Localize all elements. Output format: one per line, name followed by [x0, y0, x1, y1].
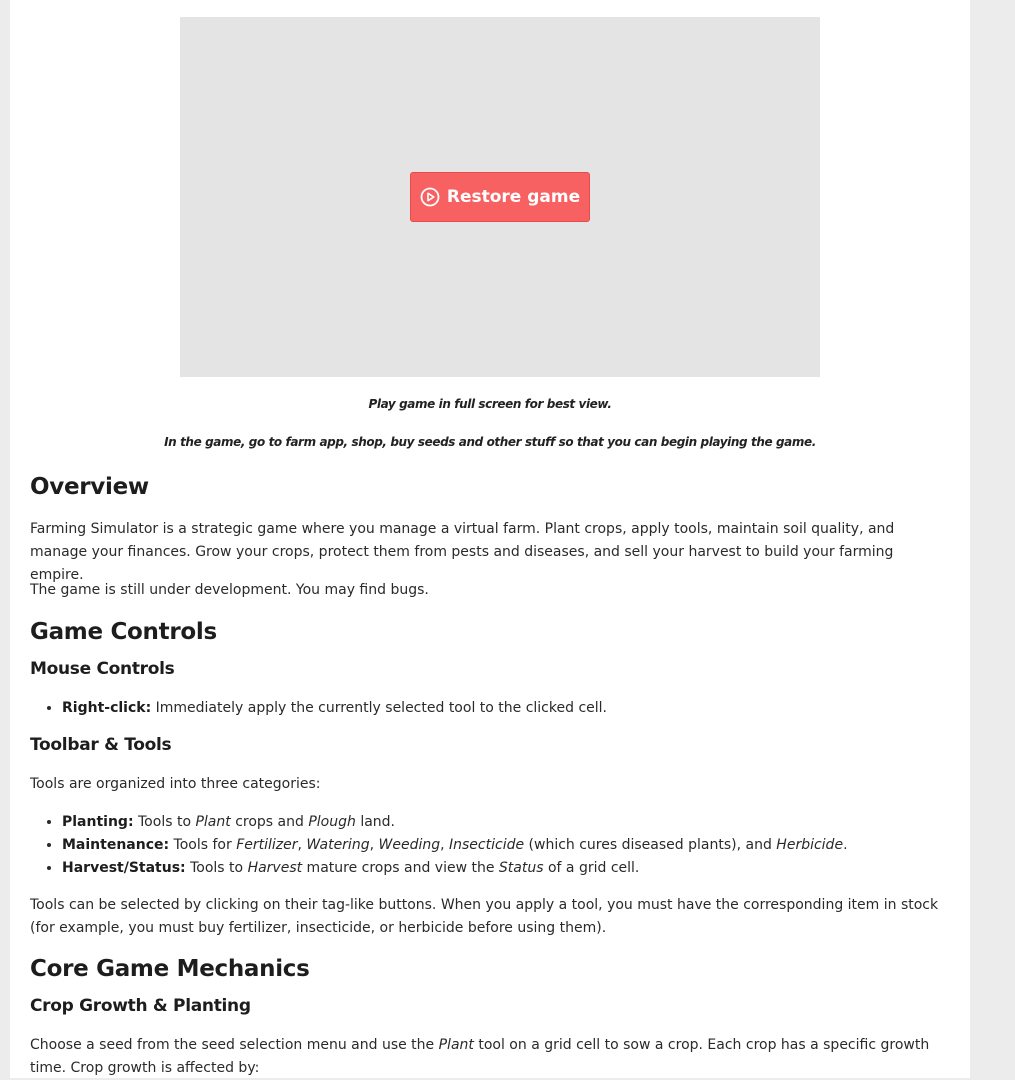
crop-growth-paragraph: Choose a seed from the seed selection menu and use the Plant tool on a grid cell to sow a crop. Each crop has a specific growth time. Crop growth is affected by: [30, 1037, 930, 1076]
restore-game-button[interactable] [410, 172, 590, 222]
list-item: • Maintenance: Tools for Fertilizer, Watering, Weeding, Insecticide (which cures diseased plants), and Herbicide. [62, 834, 950, 857]
overview-heading: Overview [30, 474, 149, 500]
toolbar-tools-heading: Toolbar & Tools [30, 735, 172, 755]
mouse-controls-heading: Mouse Controls [30, 659, 175, 679]
game-controls-heading: Game Controls [30, 619, 217, 645]
instructions-caption: In the game, go to farm app, shop, buy seeds and other stuff so that you can begin playing the game. [164, 435, 816, 449]
tool-categories-list [30, 811, 950, 880]
game-frame[interactable] [180, 17, 820, 377]
crop-growth-heading: Crop Growth & Planting [30, 996, 251, 1016]
restore-game-label: Restore game [446, 187, 581, 207]
core-mechanics-heading: Core Game Mechanics [30, 956, 310, 982]
toolbar-intro: Tools are organized into three categories: [30, 776, 321, 792]
overview-paragraph: Farming Simulator is a strategic game where you manage a virtual farm. Plant crops, apply tools, maintain soil quality, and manage your finances. Grow your crops, protect them from pests and diseases, and sell your harvest to build your farming empire. [30, 521, 895, 583]
development-note: The game is still under development. You may find bugs. [30, 582, 429, 598]
mouse-controls-list [30, 697, 950, 720]
play-circle-icon [420, 187, 440, 207]
list-item: • Right-click: Immediately apply the currently selected tool to the clicked cell. [62, 697, 950, 720]
tools-note: Tools can be selected by clicking on their tag-like buttons. When you apply a tool, you must have the corresponding item in stock (for example, you must buy fertilizer, insecticide, or herbicide before using them). [30, 897, 939, 936]
fullscreen-caption: Play game in full screen for best view. [368, 397, 612, 411]
list-item: • Harvest/Status: Tools to Harvest mature crops and view the Status of a grid cell. [62, 857, 950, 880]
page-container [10, 0, 970, 1078]
list-item: • Planting: Tools to Plant crops and Plough land. [62, 811, 950, 834]
